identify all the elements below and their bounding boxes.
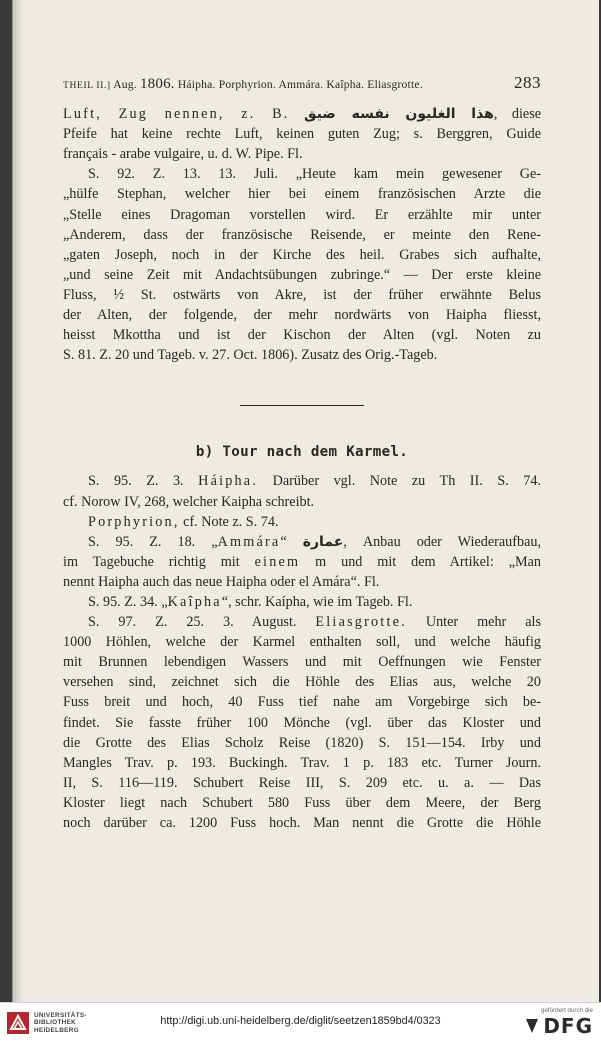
text-line: noch darüber ca. 1200 Fuss hoch. Man nennt die Grotte die Höhle	[63, 815, 541, 831]
text-line: „Anderem, dass der französische Reisende, er meinte den Rene-	[63, 226, 541, 243]
arabic-text: هذا الغليون نفسه ضيق	[303, 106, 494, 123]
text-line: 1000 Höhlen, welche der Karmel enthalten soll, und welche häufig	[63, 634, 541, 651]
text-line: findet. Sie fasste früher 100 Mönche (vgl. über das Kloster und	[63, 714, 541, 731]
text-line: „gaten Joseph, noch in der Kirche des heil. Grabes sich aufhalte,	[63, 246, 541, 263]
arabic-text: عمارة	[302, 533, 344, 550]
page-text	[63, 73, 541, 833]
text-line: der Alten, der folgende, der mehr nordwärts von Haipha fliesst,	[63, 307, 541, 324]
text-line: Kloster liegt nach Schubert 580 Fuss über dem Meere, der Berg	[63, 794, 541, 811]
text-line: versehen sind, zeichnet sich die Höhle des Elias aus, welche 20	[63, 674, 541, 691]
text-line: Mangles Trav. p. 193. Buckingh. Trav. 1 p. 183 etc. Turner Journ.	[63, 754, 541, 771]
text-line: im Tagebuche richtig mit einem m und mit dem Artikel: „Man	[63, 553, 541, 570]
paragraph-2	[63, 164, 541, 365]
text-line: S. 97. Z. 25. 3. August. Eliasgrotte. Unter mehr als	[88, 614, 541, 631]
text-line: mit Brunnen lebendigen Wassers und mit Oeffnungen wie Fenster	[63, 654, 541, 671]
funded-by-text: gefördert durch die	[541, 1007, 593, 1014]
text-line: heisst Mkottha und ist der Kischon der Alten (vgl. Noten zu	[63, 327, 541, 344]
running-head	[63, 73, 541, 96]
paragraph-1	[63, 104, 541, 164]
text-line: die Grotte des Elias Scholz Reise (1820) S. 151—154. Irby und	[63, 734, 541, 751]
library-name: UNIVERSITÄTS- BIBLIOTHEK HEIDELBERG	[34, 1011, 87, 1034]
paragraph-7	[63, 612, 541, 833]
text-line: cf. Norow IV, 268, welcher Kaipha schreibt.	[63, 493, 315, 510]
section-divider	[240, 405, 364, 406]
paragraph-5	[63, 532, 541, 592]
spaced-term: Porphyrion,	[88, 513, 180, 530]
page-number: 283	[514, 73, 541, 92]
text-line: S. 92. Z. 13. 13. Juli. „Heute kam mein gewesener Ge-	[88, 166, 541, 183]
text-line: S. 95. Z. 18. „Ammára“ عمارة, Anbau oder Wiederaufbau,	[88, 533, 541, 550]
text-line: S. 81. Z. 20 und Tageb. v. 27. Oct. 1806). Zusatz des Orig.-Tageb.	[63, 347, 438, 364]
section-heading: b) Tour nach dem Karmel.	[195, 444, 409, 461]
text-line: Fuss breit und hoch, 40 Fuss tief nahe am Vorgebirge sich be-	[63, 694, 541, 711]
text-line: Fluss, ½ St. ostwärts von Akre, ist der früher erwähnte Belus	[63, 286, 541, 303]
text-line: Porphyrion, cf. Note z. S. 74.	[88, 513, 279, 530]
text-line: Pfeife hat keine rechte Luft, keinen guten Zug; s. Berggren, Guide	[63, 126, 541, 143]
spaced-term: Eliasgrotte.	[315, 614, 407, 631]
spaced-term: einem	[254, 553, 301, 570]
funder-name: DFG	[543, 1014, 593, 1038]
text-line: français - arabe vulgaire, u. d. W. Pipe. Fl.	[63, 146, 303, 163]
text-line: Luft, Zug nennen, z. B. هذا الغليون نفسه ضيق, diese	[63, 106, 541, 123]
spaced-term: Ammára	[217, 533, 281, 550]
text-line: nennt Haipha auch das neue Haipha oder el Amára“. Fl.	[63, 573, 380, 590]
text-line: II, S. 116—119. Schubert Reise III, S. 209 etc. u. a. — Das	[63, 774, 541, 791]
paragraph-6	[63, 592, 541, 612]
spaced-term: Háipha.	[198, 473, 259, 490]
spaced-term: Kaîpha	[167, 593, 222, 610]
funder-logo[interactable]	[524, 1007, 593, 1038]
text-line: „und seine Zeit mit Andachtsübungen zubringe.“ — Der erste kleine	[63, 266, 541, 283]
viewer-footer	[0, 1002, 601, 1045]
header-title-pre: Aug.	[113, 78, 137, 91]
paragraph-4	[63, 512, 541, 532]
dfg-emblem-icon	[524, 1017, 540, 1035]
text-line: S. 95. Z. 34. „Kaîpha“, schr. Kaípha, wie im Tageb. Fl.	[88, 593, 413, 610]
book-page	[12, 0, 599, 1002]
volume-marker: THEIL II.]	[63, 80, 111, 91]
text-line: S. 95. Z. 3. Háipha. Darüber vgl. Note zu Th II. S. 74.	[88, 473, 541, 490]
text-line: „hülfe Stephan, welcher hier bei einem französischen Arzte die	[63, 186, 541, 203]
header-year: 1806.	[139, 76, 175, 92]
paragraph-3	[63, 471, 541, 511]
permalink-url[interactable]: http://digi.ub.uni-heidelberg.de/diglit/seetzen1859bd4/0323	[160, 1015, 441, 1027]
text-line: „Stelle eines Dragoman vorstellen wird. Er erzählte mir unter	[63, 206, 541, 223]
header-title: Háipha. Porphyrion. Ammára. Kaîpha. Eliasgrotte.	[177, 78, 423, 91]
